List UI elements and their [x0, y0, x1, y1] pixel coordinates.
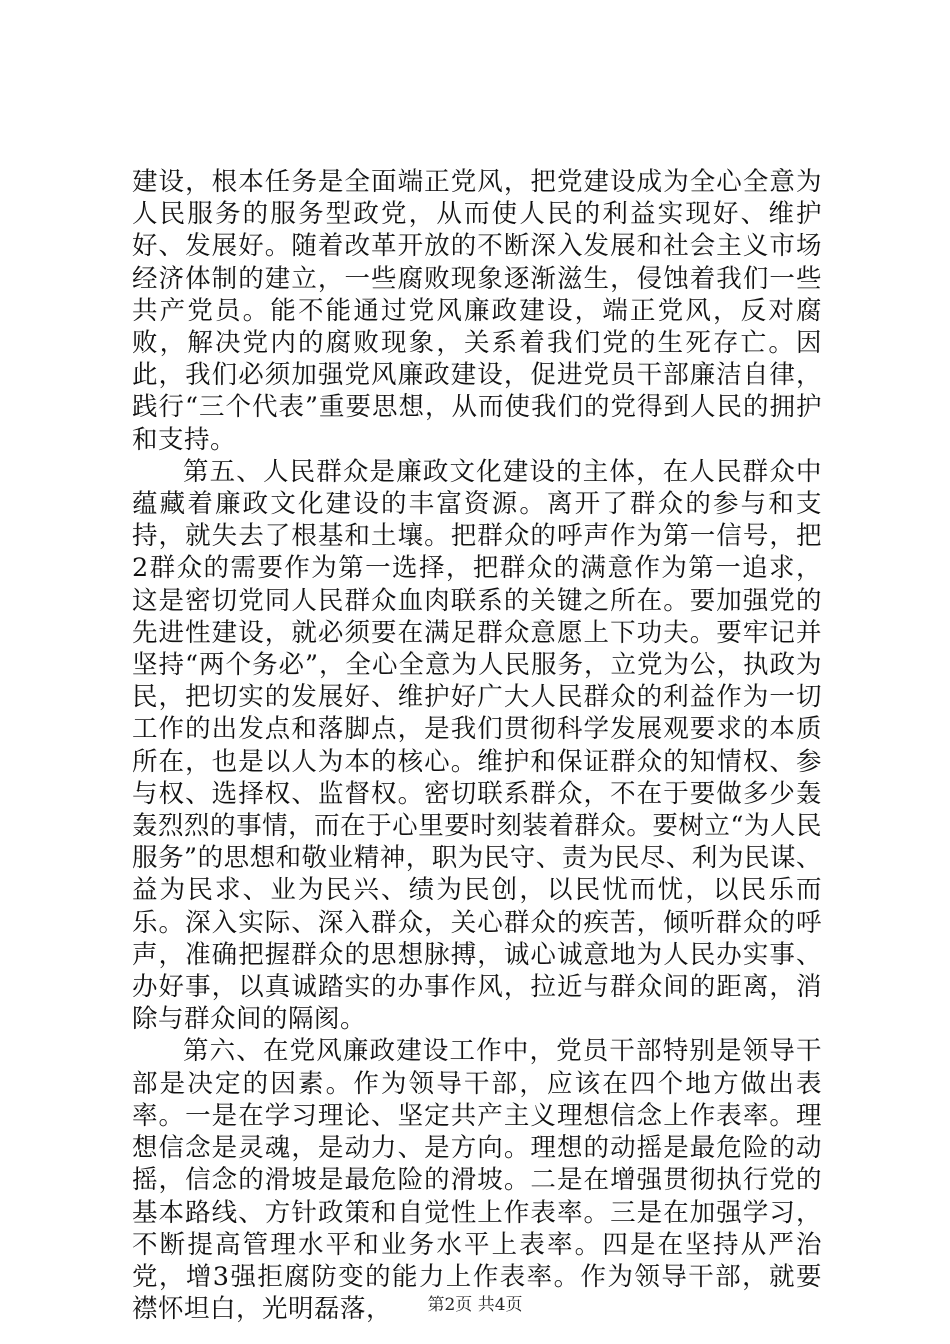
document-body — [132, 166, 822, 1325]
page-number-footer: 第2页 共4页 — [427, 1295, 523, 1315]
paragraph-1: 建设，根本任务是全面端正党风，把党建设成为全心全意为人民服务的服务型政党，从而使人民的利益实现好、维护好、发展好。随着改革开放的不断深入发展和社会主义市场经济体制的建立，一些腐败现象逐渐滋生，侵蚀着我们一些共产党员。能不能通过党风廉政建设，端正党风，反对腐败，解决党内的腐败现象，关系着我们党的生死存亡。因此，我们必须加强党风廉政建设，促进党员干部廉洁自律，践行“三个代表”重要思想，从而使我们的党得到人民的拥护和支持。 — [132, 167, 822, 455]
paragraph-2: 第五、人民群众是廉政文化建设的主体，在人民群众中蕴藏着廉政文化建设的丰富资源。离开了群众的参与和支持，就失去了根基和土壤。把群众的呼声作为第一信号，把2群众的需要作为第一选择，把群众的满意作为第一追求，这是密切党同人民群众血肉联系的关键之所在。要加强党的先进性建设，就必须要在满足群众意愿上下功夫。要牢记并坚持“两个务必”，全心全意为人民服务，立党为公，执政为民，把切实的发展好、维护好广大人民群众的利益作为一切工作的出发点和落脚点，是我们贯彻科学发展观要求的本质所在，也是以人为本的核心。维护和保证群众的知情权、参与权、选择权、监督权。密切联系群众，不在于要做多少轰轰烈烈的事情，而在于心里要时刻装着群众。要树立“为人民服务”的思想和敬业精神，职为民守、责为民尽、利为民谋、益为民求、业为民兴、绩为民创，以民忧而忧，以民乐而乐。深入实际、深入群众，关心群众的疾苦，倾听群众的呼声，准确把握群众的思想脉搏，诚心诚意地为人民办实事、办好事，以真诚踏实的办事作风，拉近与群众间的距离，消除与群众间的隔阂。 — [132, 456, 822, 1035]
paragraph-3: 第六、在党风廉政建设工作中，党员干部特别是领导干部是决定的因素。作为领导干部，应该在四个地方做出表率。一是在学习理论、坚定共产主义理想信念上作表率。理想信念是灵魂，是动力、是方向。理想的动摇是最危险的动摇，信念的滑坡是最危险的滑坡。二是在增强贯彻执行党的基本路线、方针政策和自觉性上作表率。三是在加强学习，不断提高管理水平和业务水平上表率。四是在坚持从严治党，增3强拒腐防变的能力上作表率。作为领导干部，就要襟怀坦白，光明磊落， — [132, 1036, 822, 1325]
